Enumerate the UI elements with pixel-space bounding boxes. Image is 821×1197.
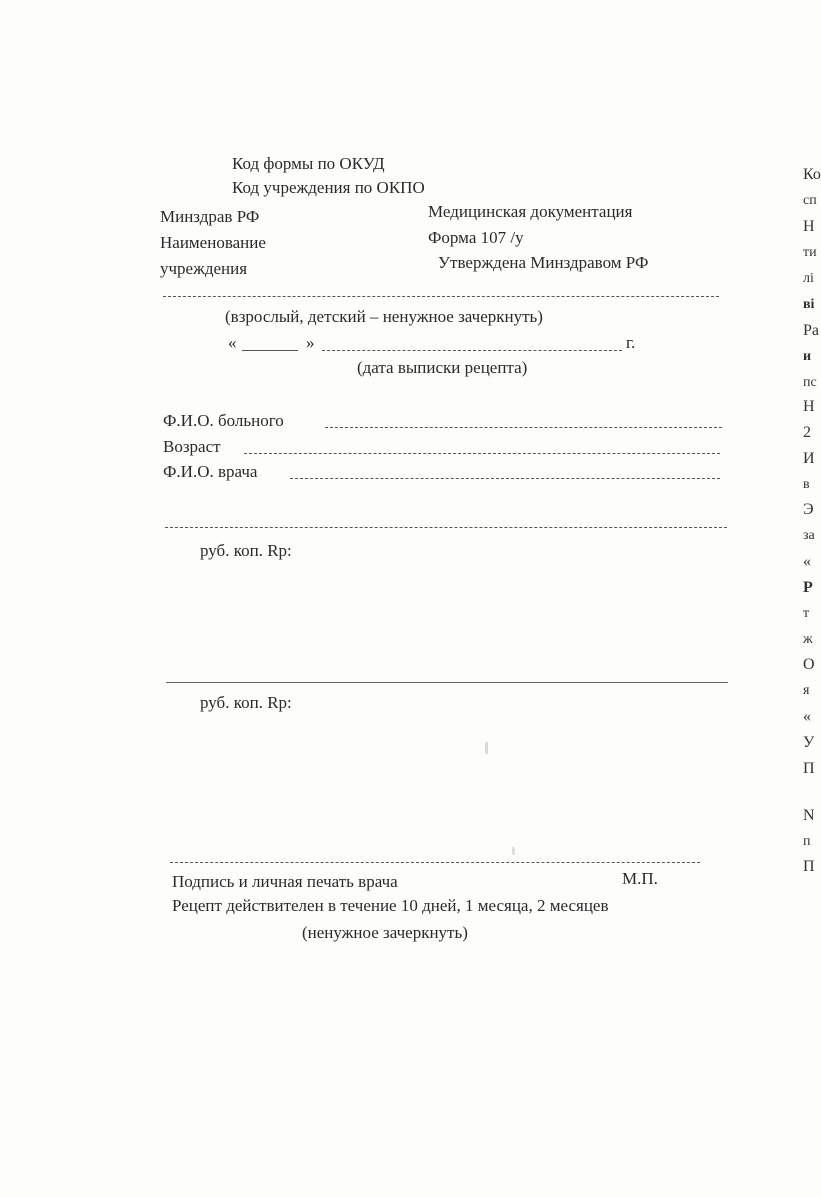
year-suffix: г.: [626, 333, 636, 352]
adjacent-fragment: Р: [803, 579, 813, 596]
adjacent-fragment: П: [803, 858, 815, 875]
adjacent-fragment: ві: [803, 297, 815, 312]
adjacent-fragment: т: [803, 606, 810, 621]
adjacent-fragment: ж: [803, 632, 813, 647]
adjacent-fragment: пс: [803, 375, 817, 390]
institution-name-label-line2: учреждения: [160, 259, 248, 278]
date-open-quote: «: [228, 333, 237, 352]
adjacent-fragment: «: [803, 553, 811, 570]
adjacent-fragment: ти: [803, 245, 817, 260]
adjacent-fragment: п: [803, 834, 811, 849]
adjacent-fragment: N: [803, 807, 815, 824]
age-field: [244, 453, 720, 454]
doctor-name-field: [290, 478, 720, 479]
adjacent-fragment: П: [803, 760, 815, 777]
adjacent-fragment: Н: [803, 218, 815, 235]
approval-label: Утверждена Минздравом РФ: [438, 253, 649, 272]
adjacent-fragment: Н: [803, 398, 815, 415]
adjacent-fragment: У: [803, 734, 815, 751]
adjacent-fragment: Ко: [803, 166, 821, 183]
adjacent-fragment: в: [803, 477, 810, 492]
adjacent-fragment: Э: [803, 501, 814, 518]
scan-speck: [512, 847, 515, 855]
adjacent-fragment: за: [803, 528, 815, 543]
patient-type-caption: (взрослый, детский – ненужное зачеркнуть): [225, 307, 543, 326]
signature-line: [170, 862, 700, 863]
signature-label: Подпись и личная печать врача: [172, 872, 398, 891]
adjacent-fragment: Ра: [803, 322, 819, 339]
adjacent-fragment: О: [803, 656, 815, 673]
adjacent-fragment: лі: [803, 271, 814, 286]
validity-text: Рецепт действителен в течение 10 дней, 1 месяца, 2 месяцев: [172, 896, 609, 915]
doctor-name-label: Ф.И.О. врача: [163, 462, 258, 481]
age-label: Возраст: [163, 437, 221, 456]
adjacent-fragment: И: [803, 450, 815, 467]
document-type-label: Медицинская документация: [428, 202, 633, 221]
institution-name-label-line1: Наименование: [160, 233, 266, 252]
okpo-code-label: Код учреждения по ОКПО: [232, 178, 425, 197]
adjacent-fragment: 2: [803, 424, 811, 441]
rx-block-2-label: руб. коп. Rp:: [200, 693, 292, 712]
date-close-quote: »: [306, 333, 315, 352]
stamp-label: М.П.: [622, 869, 658, 888]
form-number-label: Форма 107 /у: [428, 228, 524, 247]
patient-name-field: [325, 427, 722, 428]
patient-name-label: Ф.И.О. больного: [163, 411, 284, 430]
date-caption: (дата выписки рецепта): [357, 358, 528, 377]
okud-code-label: Код формы по ОКУД: [232, 154, 385, 173]
date-month-year-field: [322, 350, 622, 351]
adjacent-fragment: я: [803, 683, 810, 698]
scan-speck: [485, 742, 488, 754]
validity-note: (ненужное зачеркнуть): [302, 923, 468, 942]
rx-block-1-label: руб. коп. Rp:: [200, 541, 292, 560]
separator-line-2: [166, 682, 728, 683]
institution-name-line: [163, 296, 719, 297]
adjacent-fragment: и: [803, 349, 812, 364]
ministry-label: Минздрав РФ: [160, 207, 260, 226]
adjacent-fragment: сп: [803, 193, 817, 208]
separator-line-1: [165, 527, 727, 528]
date-day-field: [242, 350, 298, 351]
adjacent-fragment: «: [803, 708, 811, 725]
